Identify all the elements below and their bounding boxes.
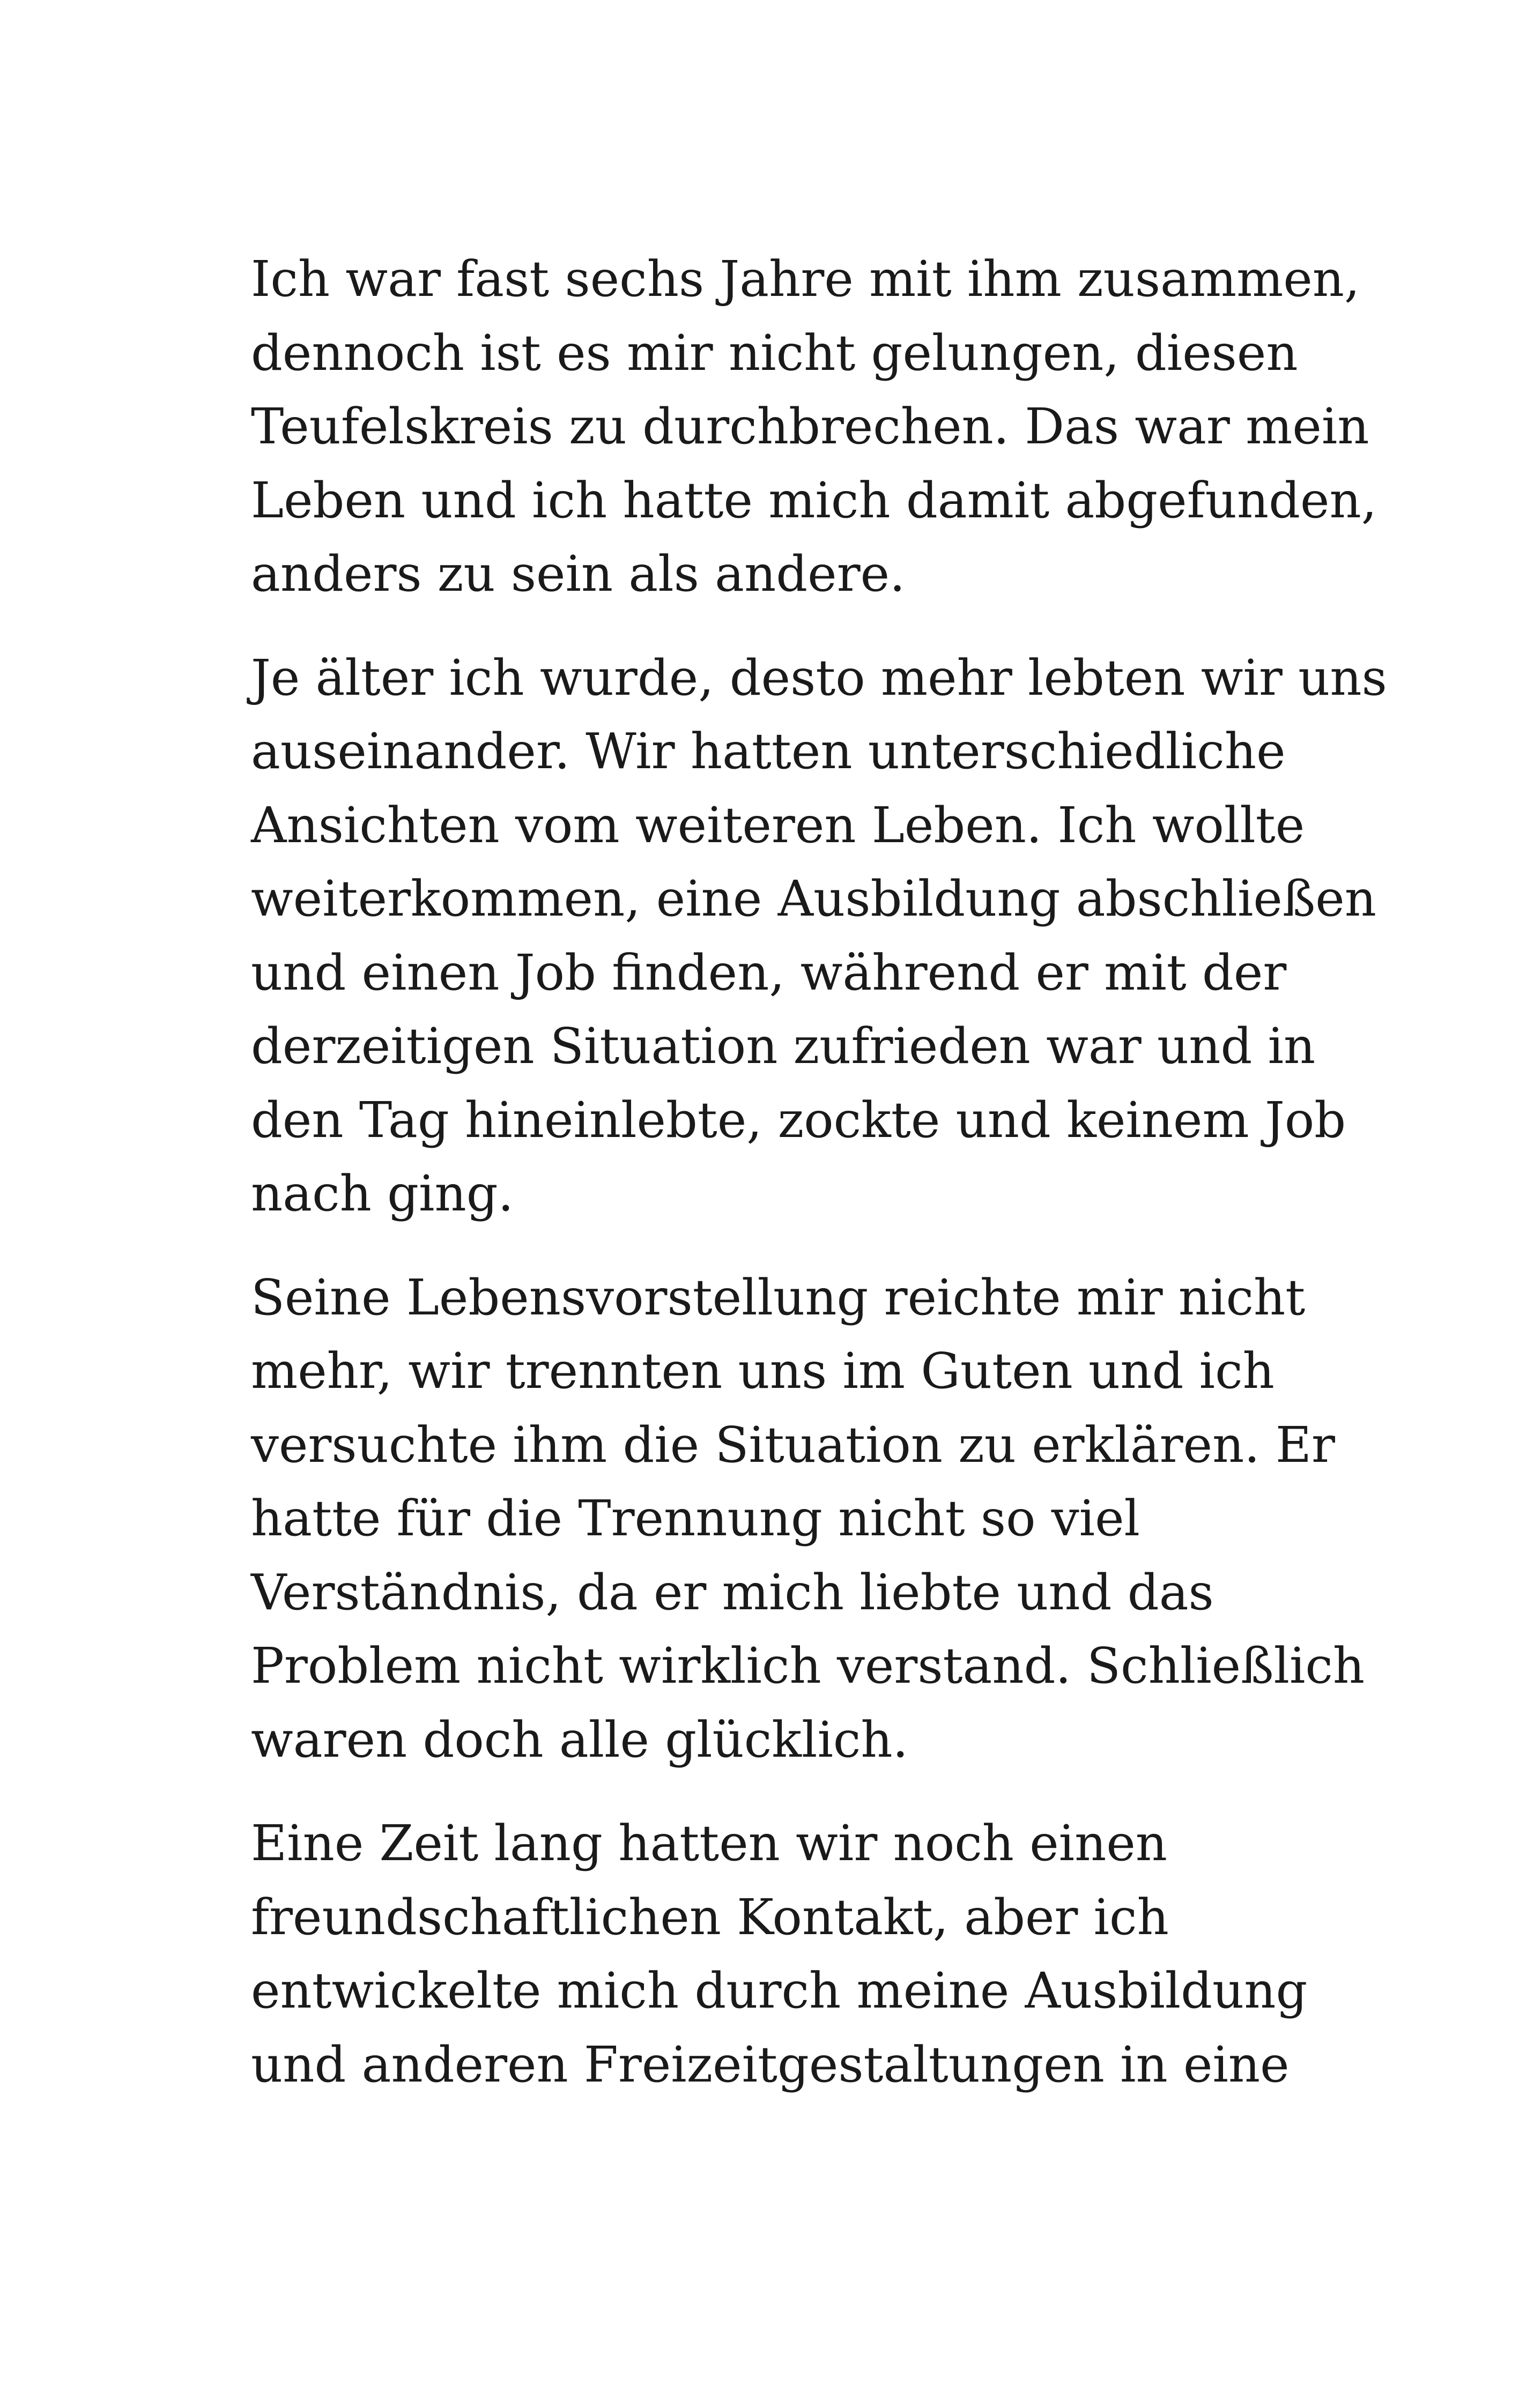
text-line: freundschaftlichen Kontakt, aber ich: [251, 1888, 1169, 1946]
text-line: hatte für die Trennung nicht so viel: [251, 1490, 1140, 1547]
paragraph-2: [251, 641, 1387, 1231]
text-line: Je älter ich wurde, desto mehr lebten wir uns: [251, 649, 1387, 707]
paragraph-1: [251, 242, 1377, 611]
text-line: Ich war fast sechs Jahre mit ihm zusammen,: [251, 250, 1360, 308]
text-line: Problem nicht wirklich verstand. Schließlich: [251, 1637, 1365, 1694]
text-line: Ansichten vom weiteren Leben. Ich wollte: [251, 796, 1305, 854]
text-line: entwickelte mich durch meine Ausbildung: [251, 1962, 1308, 2019]
text-line: dennoch ist es mir nicht gelungen, diesen: [251, 324, 1298, 382]
text-line: nach ging.: [251, 1165, 514, 1222]
text-line: Verständnis, da er mich liebte und das: [251, 1563, 1214, 1621]
text-line: auseinander. Wir hatten unterschiedliche: [251, 723, 1286, 780]
text-line: weiterkommen, eine Ausbildung abschließen: [251, 870, 1376, 927]
text-line: Leben und ich hatte mich damit abgefunden,: [251, 471, 1377, 529]
text-line: anders zu sein als andere.: [251, 545, 906, 603]
text-line: waren doch alle glücklich.: [251, 1711, 908, 1768]
text-line: den Tag hineinlebte, zockte und keinem Job: [251, 1091, 1346, 1149]
paragraph-4: [251, 1807, 1366, 2101]
text-line: Seine Lebensvorstellung reichte mir nicht: [251, 1268, 1306, 1326]
body-text: [251, 242, 1387, 2131]
text-line: versuchte ihm die Situation zu erklären. Er: [251, 1416, 1335, 1474]
paragraph-3: [251, 1261, 1366, 1777]
text-line: und anderen Freizeitgestaltungen in eine: [251, 2035, 1290, 2093]
text-line: und einen Job finden, während er mit der: [251, 943, 1287, 1001]
text-line: Eine Zeit lang hatten wir noch einen: [251, 1815, 1168, 1872]
text-line: mehr, wir trennten uns im Guten und ich: [251, 1342, 1275, 1400]
text-line: derzeitigen Situation zufrieden war und in: [251, 1017, 1316, 1075]
text-line: Teufelskreis zu durchbrechen. Das war mein: [251, 398, 1369, 455]
